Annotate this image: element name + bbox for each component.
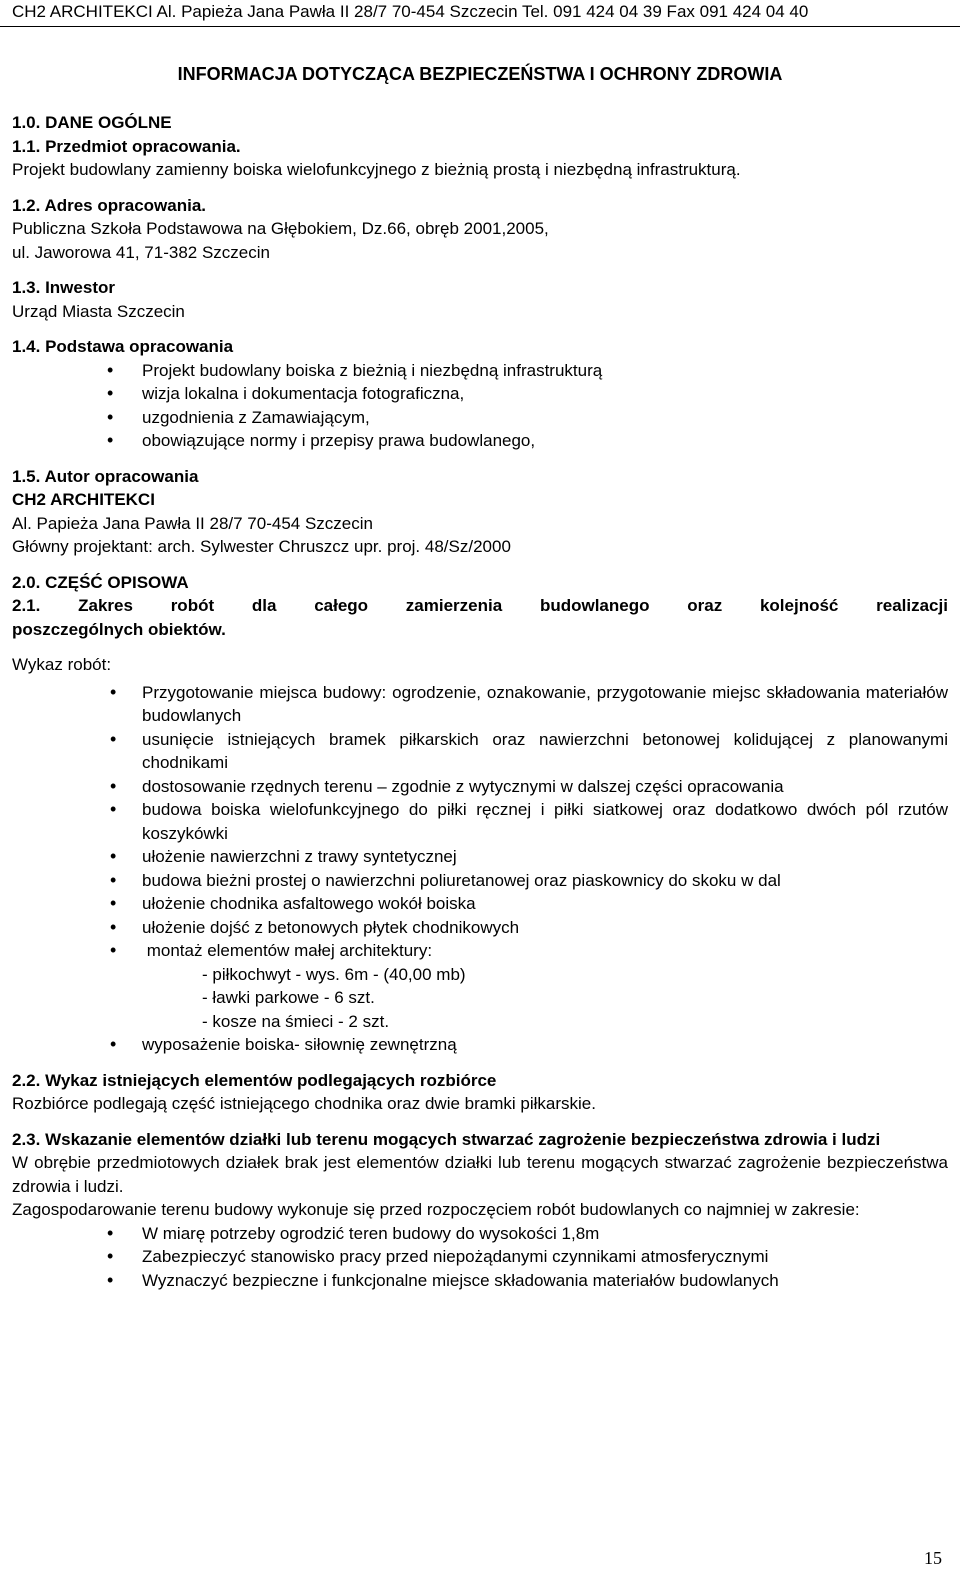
chief-designer: Główny projektant: arch. Sylwester Chruszcz upr. proj. 48/Sz/2000 bbox=[12, 537, 511, 556]
section-2-3-list bbox=[12, 1222, 948, 1293]
section-1-2-line1: Publiczna Szkoła Podstawowa na Głębokiem, Dz.66, obręb 2001,2005, bbox=[12, 219, 549, 238]
section-1-heading: 1.0. DANE OGÓLNE bbox=[12, 113, 172, 132]
heading-word: oraz bbox=[687, 596, 723, 615]
list-item: • budowa boiska wielofunkcyjnego do piłki ręcznej i piłki siatkowej oraz dodatkowo dwóch pól rzutów koszykówki bbox=[12, 798, 948, 845]
list-item: • uzgodnienia z Zamawiającym, bbox=[12, 406, 948, 430]
heading-word: zamierzenia bbox=[405, 596, 503, 615]
heading-word: 2.1. bbox=[12, 596, 41, 615]
page-number: 15 bbox=[924, 1548, 942, 1568]
list-item: • dostosowanie rzędnych terenu – zgodnie z wytycznymi w dalszej części opracowania bbox=[12, 775, 948, 799]
list-item: • Przygotowanie miejsca budowy: ogrodzenie, oznakowanie, przygotowanie miejsc składowania materiałów budowlanych bbox=[12, 681, 948, 728]
section-2-3-text2: Zagospodarowanie terenu budowy wykonuje się przed rozpoczęciem robót budowlanych co najmniej w zakresie: bbox=[12, 1200, 860, 1219]
section-1-3-text: Urząd Miasta Szczecin bbox=[12, 301, 185, 321]
section-1-3-heading: 1.3. Inwestor bbox=[12, 278, 115, 297]
section-1-4-list bbox=[12, 359, 948, 453]
heading-word: kolejność bbox=[759, 596, 839, 615]
section-2-1-heading bbox=[12, 594, 948, 618]
section-2-2-heading: 2.2. Wykaz istniejących elementów podlegających rozbiórce bbox=[12, 1070, 497, 1090]
heading-word: robót bbox=[170, 596, 215, 615]
heading-word: dla bbox=[251, 596, 277, 615]
list-item: • usunięcie istniejących bramek piłkarskich oraz nawierzchni betonowej kolidującej z planowanymi chodnikami bbox=[12, 728, 948, 775]
section-2-3-text1: W obrębie przedmiotowych działek brak jest elementów działki lub terenu mogących stwarzać zagrożenie bezpieczeństwa zdrowia i ludzi. bbox=[12, 1153, 948, 1196]
small-architecture-item: - ławki parkowe - 6 szt. bbox=[202, 988, 375, 1007]
list-item: • ułożenie dojść z betonowych płytek chodnikowych bbox=[12, 916, 948, 940]
list-item: • wizja lokalna i dokumentacja fotograficzna, bbox=[12, 382, 948, 406]
small-architecture-item: - kosze na śmieci - 2 szt. bbox=[202, 1011, 390, 1031]
list-item: • ułożenie chodnika asfaltowego wokół boiska bbox=[12, 892, 948, 916]
section-1-4-heading: 1.4. Podstawa opracowania bbox=[12, 337, 234, 356]
heading-word: realizacji bbox=[876, 596, 948, 615]
document-title: INFORMACJA DOTYCZĄCA BEZPIECZEŃSTWA I OCHRONY ZDROWIA bbox=[177, 64, 783, 84]
author-name: CH2 ARCHITEKCI bbox=[12, 490, 155, 509]
list-item: • montaż elementów małej architektury: bbox=[12, 939, 948, 963]
section-2-1-heading-line2: poszczególnych obiektów. bbox=[12, 619, 226, 639]
list-item: • budowa bieżni prostej o nawierzchni poliuretanowej oraz piaskownicy do skoku w dal bbox=[12, 869, 948, 893]
section-2-heading: 2.0. CZĘŚĆ OPISOWA bbox=[12, 572, 189, 592]
heading-word: Zakres bbox=[78, 596, 133, 615]
document-body bbox=[12, 62, 948, 1292]
list-item: • W miarę potrzeby ogrodzić teren budowy do wysokości 1,8m bbox=[12, 1222, 948, 1246]
section-2-3-heading: 2.3. Wskazanie elementów działki lub terenu mogących stwarzać zagrożenie bezpieczeństwa zdrowia i ludzi bbox=[12, 1129, 881, 1149]
author-address: Al. Papieża Jana Pawła II 28/7 70-454 Szczecin bbox=[12, 513, 373, 533]
section-1-2-heading: 1.2. Adres opracowania. bbox=[12, 195, 206, 215]
heading-word: budowlanego bbox=[539, 596, 650, 615]
section-1-2-line2: ul. Jaworowa 41, 71-382 Szczecin bbox=[12, 242, 270, 262]
section-1-1-heading: 1.1. Przedmiot opracowania. bbox=[12, 136, 241, 156]
list-item: • obowiązujące normy i przepisy prawa budowlanego, bbox=[12, 429, 948, 453]
list-item: • wyposażenie boiska- siłownię zewnętrzną bbox=[12, 1033, 948, 1057]
section-1-5-heading: 1.5. Autor opracowania bbox=[12, 466, 199, 486]
works-list bbox=[12, 681, 948, 963]
heading-word: całego bbox=[314, 596, 369, 615]
list-item: • Projekt budowlany boiska z bieżnią i niezbędną infrastrukturą bbox=[12, 359, 948, 383]
section-1-1-text: Projekt budowlany zamienny boiska wielofunkcyjnego z bieżnią prostą i niezbędną infrastrukturą. bbox=[12, 160, 741, 179]
section-2-2-text: Rozbiórce podlegają część istniejącego chodnika oraz dwie bramki piłkarskie. bbox=[12, 1094, 596, 1113]
list-item: • ułożenie nawierzchni z trawy syntetycznej bbox=[12, 845, 948, 869]
works-list-end bbox=[12, 1033, 948, 1057]
page-header: CH2 ARCHITEKCI Al. Papieża Jana Pawła II 28/7 70-454 Szczecin Tel. 091 424 04 39 Fax 091 424 04 40 bbox=[0, 0, 960, 27]
works-list-label: Wykaz robót: bbox=[12, 655, 112, 674]
small-architecture-item: - piłkochwyt - wys. 6m - (40,00 mb) bbox=[202, 964, 466, 984]
list-item: • Wyznaczyć bezpieczne i funkcjonalne miejsce składowania materiałów budowlanych bbox=[12, 1269, 948, 1293]
list-item: • Zabezpieczyć stanowisko pracy przed niepożądanymi czynnikami atmosferycznymi bbox=[12, 1245, 948, 1269]
